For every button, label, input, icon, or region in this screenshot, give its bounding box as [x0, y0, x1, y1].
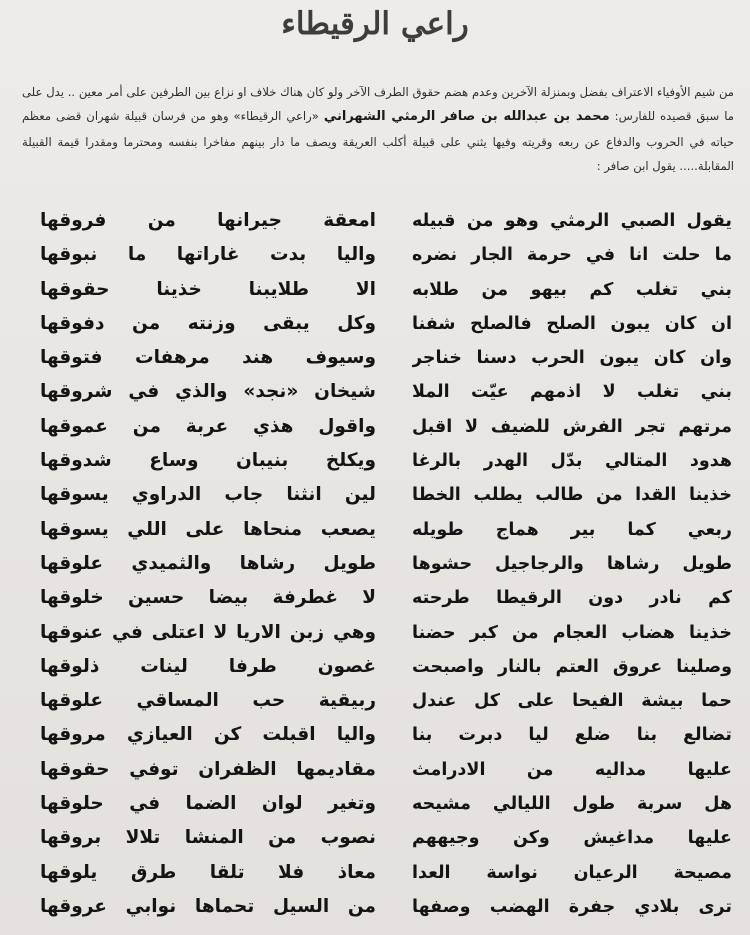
poet-name: محمد بن عبدالله بن صافر الرمثي الشهراني [323, 109, 610, 125]
verse-second-half: لا غطرفة بيضا حسين خلوقها [40, 587, 376, 609]
verse-second-half: نصوب من المنشا تلالا بروقها [40, 827, 376, 849]
intro-text-after-name: «راعي الرقيطاء» وهو من فرسان قبيلة شهران قضى معظم حياته في الحروب والدفاع عن ربعه وقريته وفيها يثني على قبيلة أكلب العريقة ويصف ما دار بينهم مفاخرا بنفسه ومحترما ومقدرا قيمة القبيلة المقابلة..... يقول ابن صافر : [22, 109, 734, 174]
verse-first-half: ما حلت انا في حرمة الجار نضره [412, 245, 732, 266]
verse-first-half: مرتهم تجر الفرش للضيف لا اقبل [412, 416, 732, 437]
verse-second-half: واليا بدت غاراتها ما نبوقها [40, 244, 376, 266]
verse-first-half: عليها مداغيش وكن وجيههم [412, 828, 732, 849]
verse-second-half: غصون طرفا لينات ذلوقها [40, 655, 376, 677]
verse-second-half: الا طلايبنا خذينا حقوقها [40, 278, 376, 300]
verse-second-half: ربيقية حب المساقي علوقها [40, 690, 376, 712]
verse-first-half: بني تغلب كم بيهو من طلابه [412, 279, 732, 300]
verse-first-half: هل سربة طول الليالي مشيحه [412, 794, 732, 815]
verse-second-half: شيخان «نجد» والذي في شروقها [40, 381, 376, 403]
verse-second-half: امعقة جيرانها من فروقها [40, 210, 376, 231]
verse-second-half: وسيوف هند مرهفات فتوقها [40, 347, 376, 369]
verse-first-half: تضالع بنا ضلع ليا دبرت بنا [412, 725, 732, 746]
verse-second-half: وتغير لوان الضما في حلوقها [40, 793, 376, 815]
verse-first-half: هدود المتالي بدّل الهدر بالرغا [412, 451, 732, 472]
intro-text-before-name: من شيم الأوفياء الاعتراف بفضل وبمنزلة الآخرين وعدم هضم حقوق الطرف الآخر ولو كان هناك خلاف او نزاع بين الطرفين على أمر معين .. يدل على ما سبق قصيده للفارس: [22, 84, 734, 124]
verse-second-half: لين انثنا جاب الدراوي يسوقها [40, 484, 376, 506]
verse-first-half: حما بيشة الفيحا على كل عندل [412, 691, 732, 712]
verse-second-half: وهي زبن الاريا لا اعتلى في عنوقها [40, 621, 376, 643]
poem-column-second-halves [40, 204, 376, 924]
verse-second-half: واليا اقبلت كن العيازي مروقها [40, 724, 376, 746]
verse-first-half: خذينا هضاب العجام من كبر حضنا [412, 622, 732, 643]
verse-first-half: بني تغلب لا اذمهم عيّت الملا [412, 382, 732, 403]
verse-first-half: كم نادر دون الرقيطا طرحته [412, 588, 732, 609]
verse-first-half: ان كان يبون الصلح فالصلح شفنا [412, 313, 732, 334]
verse-first-half: وصلينا عروق العتم بالنار واصبحت [412, 656, 732, 677]
verse-first-half: ربعي كما بير هماج طويله [412, 519, 732, 540]
verse-first-half: وان كان يبون الحرب دسنا خناجر [412, 348, 732, 369]
intro-paragraph [22, 80, 734, 179]
poem-column-first-halves [412, 204, 732, 924]
verse-second-half: معاذ فلا تلقا طرق يلوقها [40, 861, 376, 883]
verse-first-half: ترى بلادي جفرة الهضب وصفها [412, 896, 732, 917]
verse-second-half: ويكلخ بنيبان وساع شدوقها [40, 450, 376, 472]
verse-first-half: يقول الصبي الرمثي وهو من قبيله [412, 211, 732, 231]
verse-second-half: وكل يبقى وزنته من دفوقها [40, 312, 376, 334]
verse-first-half: طويل رشاها والرجاجيل حشوها [412, 553, 732, 574]
verse-second-half: طويل رشاها والثميدي علوقها [40, 552, 376, 574]
verse-first-half: خذينا القدا من طالب يطلب الخطا [412, 485, 732, 506]
poem-title: راعي الرقيطاء [281, 6, 469, 42]
verse-second-half: واقول هذي عربة من عموقها [40, 415, 376, 437]
verse-first-half: عليها مداليه من الادرامث [412, 759, 732, 780]
verse-first-half: مصيحة الرعيان نواسة العدا [412, 862, 732, 883]
verse-second-half: مقاديمها الظفران توفي حقوقها [40, 758, 376, 780]
verse-second-half: يصعب منحاها على اللي يسوقها [40, 518, 376, 540]
verse-second-half: من السيل تحماها نوابي عروقها [40, 895, 376, 917]
